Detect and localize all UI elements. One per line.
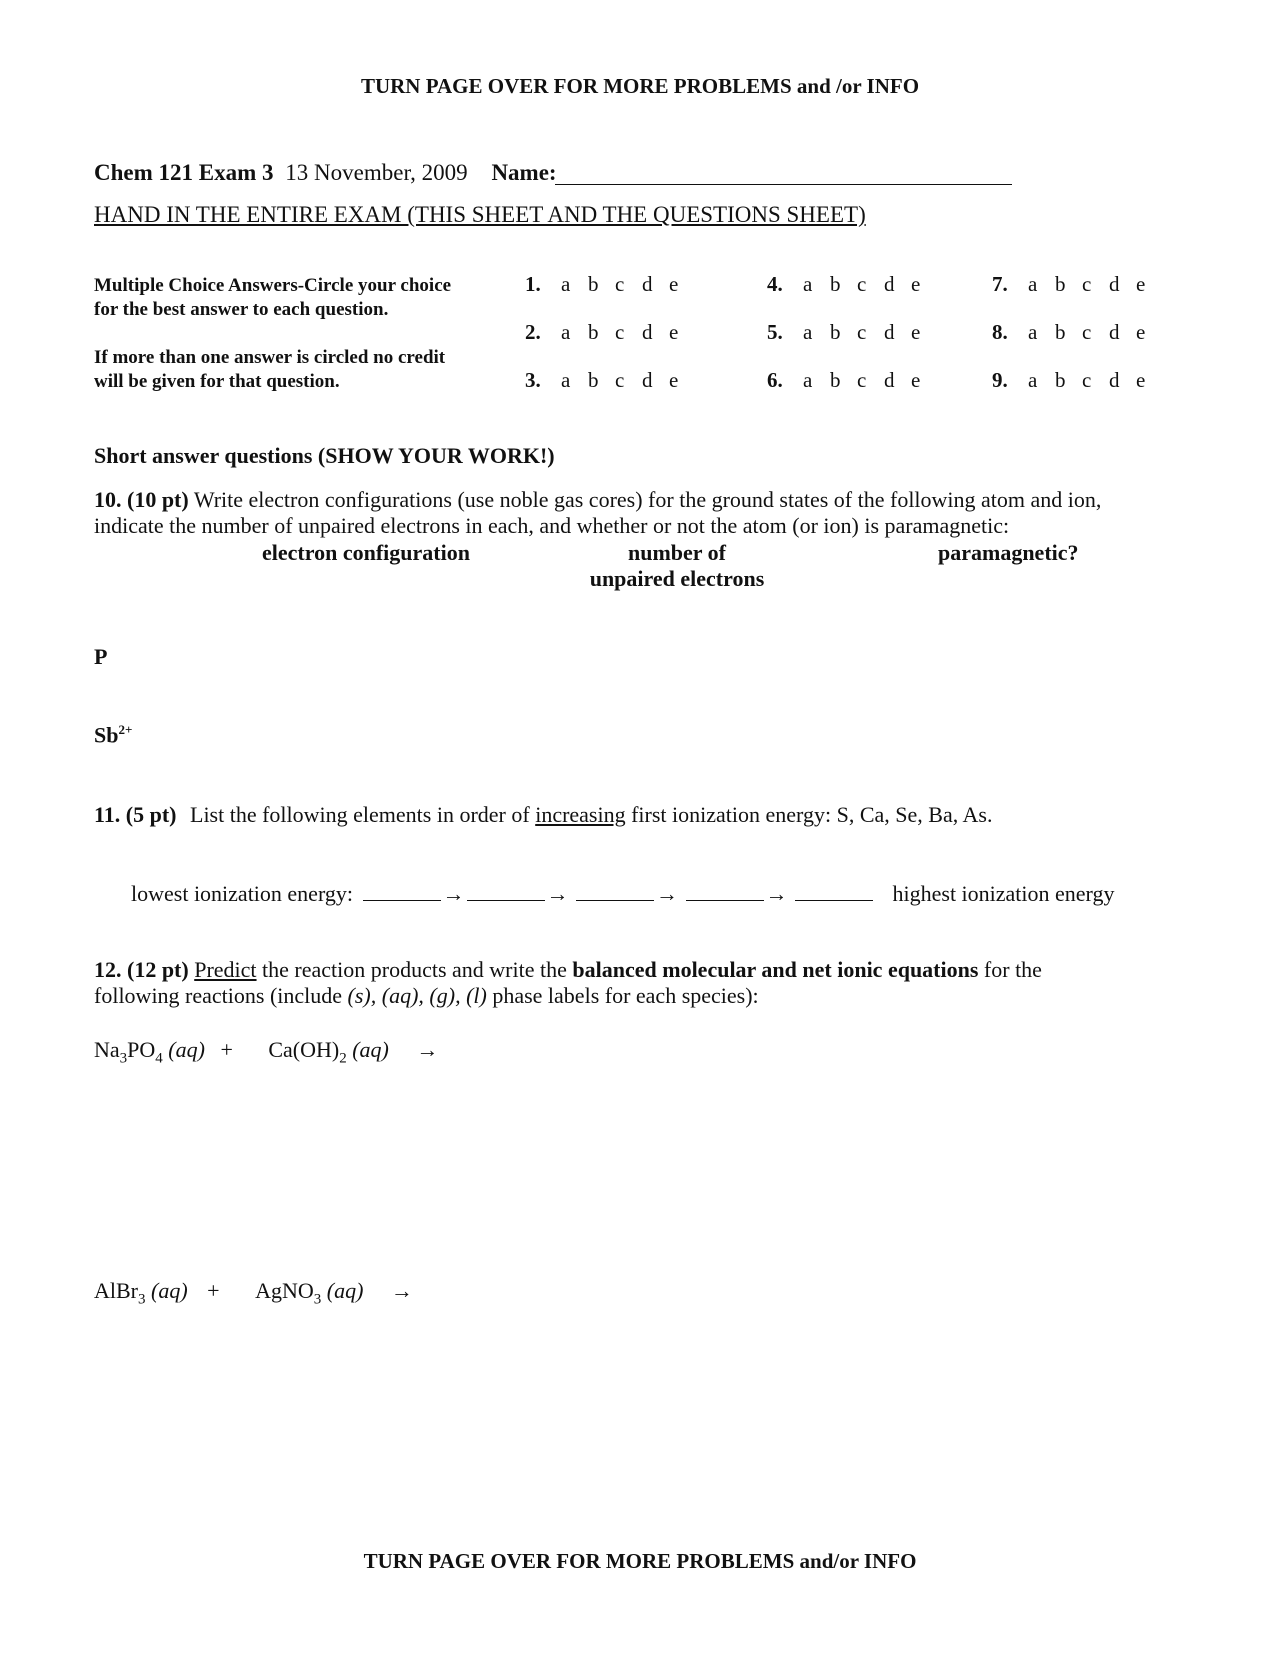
mc-choice-c[interactable]: c — [1082, 320, 1092, 344]
hand-in-instruction: HAND IN THE ENTIRE EXAM (THIS SHEET AND THE QUESTIONS SHEET) — [94, 202, 866, 227]
mc-choice-e[interactable]: e — [669, 272, 679, 296]
species-p: P — [94, 644, 108, 669]
col-unpaired — [582, 540, 772, 592]
q12-prompt — [94, 957, 1042, 1009]
phase-label-2a: (aq) — [151, 1278, 188, 1303]
reaction-arrow-1: → — [416, 1037, 439, 1062]
q12-text-end: for the — [983, 957, 1042, 982]
mc-choice-a[interactable]: a — [561, 272, 571, 296]
short-answer-heading: Short answer questions (SHOW YOUR WORK!) — [94, 443, 555, 468]
mc-question-6 — [767, 368, 938, 393]
mc-choice-e[interactable]: e — [669, 320, 679, 344]
q12-line2-start: following reactions (include — [94, 983, 343, 1008]
phase-label-1a: (aq) — [168, 1037, 205, 1062]
exam-header — [94, 160, 557, 186]
reaction-1 — [94, 1037, 438, 1067]
mc-choice-d[interactable]: d — [1109, 320, 1120, 344]
mc-question-number: 5. — [767, 320, 783, 344]
plus-sign-2: + — [207, 1278, 220, 1303]
mc-instructions-line1: Multiple Choice Answers-Circle your choice — [94, 275, 452, 296]
mc-instructions-line2: for the best answer to each question. — [94, 299, 389, 320]
q11-text-after: first ionization energy: S, Ca, Se, Ba, As. — [631, 802, 993, 827]
mc-choice-c[interactable]: c — [857, 368, 867, 392]
mc-instructions — [94, 274, 451, 322]
mc-question-number: 2. — [525, 320, 541, 344]
mc-choice-e[interactable]: e — [911, 320, 921, 344]
col-paramagnetic: paramagnetic? — [938, 540, 1079, 565]
mc-choice-a[interactable]: a — [561, 368, 571, 392]
phase-label-1b: (aq) — [352, 1037, 389, 1062]
reactant-1a: $Na_3PO_4$ — [94, 1037, 163, 1067]
q12-phase-labels: (s), (aq), (g), (l) — [347, 983, 487, 1008]
col-electron-config: electron configuration — [262, 540, 470, 565]
mc-choice-b[interactable]: b — [830, 320, 841, 344]
reactant-2a: AlBr$_3$ — [94, 1278, 146, 1308]
mc-question-5 — [767, 320, 938, 345]
q12-text-mid: the reaction products and write the — [262, 957, 567, 982]
mc-choice-a[interactable]: a — [803, 320, 813, 344]
mc-choice-e[interactable]: e — [1136, 320, 1146, 344]
mc-choice-d[interactable]: d — [642, 272, 653, 296]
mc-question-number: 1. — [525, 272, 541, 296]
mc-question-4 — [767, 272, 938, 297]
plus-sign-1: + — [220, 1037, 233, 1062]
mc-choice-c[interactable]: c — [1082, 368, 1092, 392]
q12-label: 12. (12 pt) — [94, 957, 189, 982]
q10-prompt — [94, 487, 1101, 539]
reactant-1b: $Ca(OH)_2$ — [268, 1037, 347, 1067]
mc-question-3 — [525, 368, 696, 393]
mc-choice-e[interactable]: e — [1136, 272, 1146, 296]
col-unpaired-line1: number of — [628, 540, 726, 565]
mc-question-number: 7. — [992, 272, 1008, 296]
species-sb-base: Sb — [94, 722, 119, 748]
mc-choice-b[interactable]: b — [1055, 320, 1066, 344]
mc-choice-b[interactable]: b — [588, 368, 599, 392]
mc-choice-d[interactable]: d — [1109, 368, 1120, 392]
mc-choice-b[interactable]: b — [830, 272, 841, 296]
reaction-2 — [94, 1278, 413, 1308]
mc-choice-c[interactable]: c — [857, 320, 867, 344]
mc-choice-b[interactable]: b — [1055, 368, 1066, 392]
reactant-2b: AgNO$_3$ — [255, 1278, 322, 1308]
mc-choice-c[interactable]: c — [857, 272, 867, 296]
mc-question-1 — [525, 272, 696, 297]
mc-choice-e[interactable]: e — [669, 368, 679, 392]
q12-predict: Predict — [194, 957, 257, 982]
arrow-2: → — [546, 881, 569, 906]
q12-line2-end: phase labels for each species): — [492, 983, 759, 1008]
mc-choice-b[interactable]: b — [588, 320, 599, 344]
mc-choice-d[interactable]: d — [1109, 272, 1120, 296]
mc-question-9 — [992, 368, 1163, 393]
exam-date: 13 November, 2009 — [285, 160, 468, 185]
mc-question-number: 8. — [992, 320, 1008, 344]
mc-question-number: 9. — [992, 368, 1008, 392]
mc-choice-b[interactable]: b — [830, 368, 841, 392]
mc-choice-d[interactable]: d — [642, 368, 653, 392]
highest-label: highest ionization energy — [892, 881, 1115, 906]
species-sb — [94, 722, 132, 748]
arrow-1: → — [442, 881, 465, 906]
name-field[interactable] — [555, 184, 1012, 185]
answer-blank-4[interactable] — [686, 882, 764, 901]
lowest-label: lowest ionization energy: — [131, 881, 353, 906]
col-unpaired-line2: unpaired electrons — [589, 566, 765, 591]
answer-blank-1[interactable] — [363, 882, 441, 901]
mc-choice-a[interactable]: a — [561, 320, 571, 344]
mc-question-2 — [525, 320, 696, 345]
q11-text-underlined: increasing — [535, 802, 626, 827]
q10-label: 10. (10 pt) — [94, 487, 189, 512]
mc-choice-b[interactable]: b — [588, 272, 599, 296]
mc-choice-c[interactable]: c — [615, 368, 625, 392]
mc-warning — [94, 346, 445, 394]
mc-question-number: 6. — [767, 368, 783, 392]
q11-prompt — [94, 802, 992, 828]
mc-question-number: 4. — [767, 272, 783, 296]
mc-question-8 — [992, 320, 1163, 345]
mc-choice-d[interactable]: d — [884, 368, 895, 392]
mc-question-7 — [992, 272, 1163, 297]
mc-choice-a[interactable]: a — [803, 368, 813, 392]
mc-choice-c[interactable]: c — [1082, 272, 1092, 296]
arrow-3: → — [656, 881, 678, 906]
q11-label: 11. (5 pt) — [94, 802, 177, 827]
mc-choice-e[interactable]: e — [911, 368, 921, 392]
mc-choice-d[interactable]: d — [884, 320, 895, 344]
answer-blank-3[interactable] — [576, 882, 654, 901]
mc-question-number: 3. — [525, 368, 541, 392]
q11-text-before: List the following elements in order of — [190, 802, 530, 827]
q12-text-bold: balanced molecular and net ionic equations — [572, 957, 979, 982]
answer-blank-5[interactable] — [795, 882, 873, 901]
mc-choice-e[interactable]: e — [1136, 368, 1146, 392]
mc-choice-e[interactable]: e — [911, 272, 921, 296]
species-sb-charge: 2+ — [118, 722, 133, 737]
mc-choice-b[interactable]: b — [1055, 272, 1066, 296]
course-title: Chem 121 Exam 3 — [94, 160, 274, 185]
name-label: Name: — [491, 160, 557, 185]
mc-choice-c[interactable]: c — [615, 320, 625, 344]
mc-choice-a[interactable]: a — [1028, 368, 1038, 392]
mc-choice-a[interactable]: a — [803, 272, 813, 296]
arrow-4: → — [765, 881, 788, 906]
mc-choice-c[interactable]: c — [615, 272, 625, 296]
mc-choice-d[interactable]: d — [642, 320, 653, 344]
mc-choice-d[interactable]: d — [884, 272, 895, 296]
ionization-order-row — [131, 881, 1115, 907]
mc-choice-a[interactable]: a — [1028, 272, 1038, 296]
answer-blank-2[interactable] — [467, 882, 545, 901]
mc-choice-a[interactable]: a — [1028, 320, 1038, 344]
phase-label-2b: (aq) — [326, 1278, 364, 1303]
reaction-arrow-2: → — [390, 1278, 413, 1303]
q10-text-line1: Write electron configurations (use noble gas cores) for the ground states of the following atom and ion, — [193, 487, 1102, 512]
top-banner: TURN PAGE OVER FOR MORE PROBLEMS and /or INFO — [360, 74, 920, 98]
bottom-banner: TURN PAGE OVER FOR MORE PROBLEMS and/or INFO — [363, 1549, 917, 1573]
q10-text-line2: indicate the number of unpaired electrons in each, and whether or not the atom (or ion) is paramagnetic: — [94, 513, 1010, 538]
mc-warning-line1: If more than one answer is circled no credit — [94, 347, 446, 368]
mc-warning-line2: will be given for that question. — [94, 371, 340, 392]
